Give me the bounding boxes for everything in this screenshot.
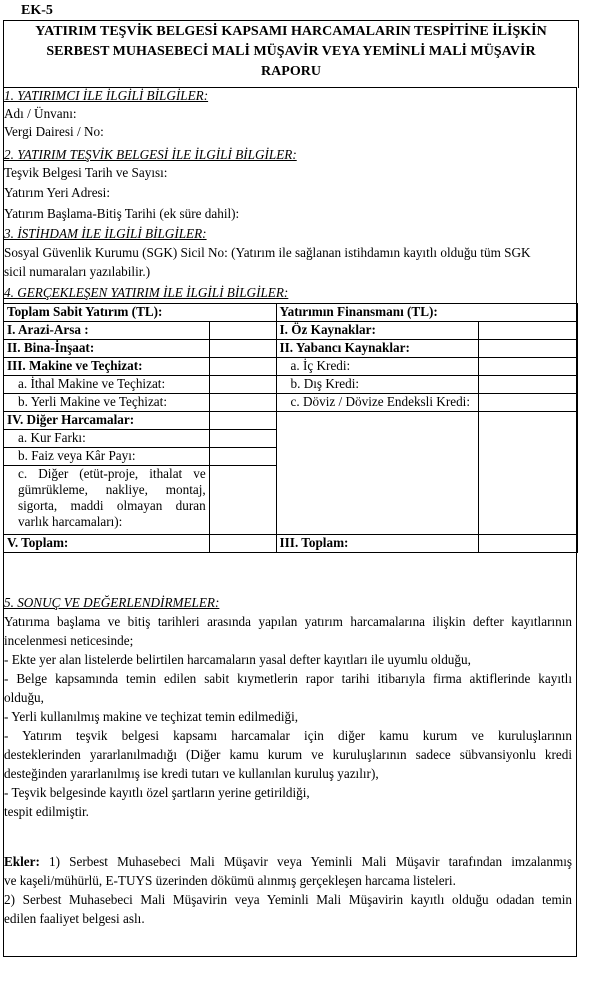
investment-table: [3, 303, 578, 553]
building-label: II. Bina-İnşaat:: [4, 340, 210, 358]
other-expenses-value-cell[interactable]: [209, 412, 276, 430]
domestic-machinery-label: b. Yerli Makine ve Teçhizat:: [4, 394, 210, 412]
investor-name-field: Adı / Ünvanı:: [4, 106, 77, 121]
total-fixed-investment-header: Toplam Sabit Yatırım (TL):: [4, 304, 277, 322]
imported-machinery-label: a. İthal Makine ve Teçhizat:: [4, 376, 210, 394]
conclusion-line: tespit edilmiştir.: [4, 804, 89, 819]
land-label: I. Arazi-Arsa :: [4, 322, 210, 340]
exchange-diff-label: a. Kur Farkı:: [4, 430, 210, 448]
foreign-sources-label: II. Yabancı Kaynaklar:: [276, 340, 479, 358]
conclusion-line: - Yerli kullanılmış makine ve teçhizat temin edilmediği,: [4, 709, 299, 724]
total-v-label: V. Toplam:: [4, 535, 210, 553]
section-3-heading: 3. İSTİHDAM İLE İLGİLİ BİLGİLER:: [4, 226, 207, 241]
equity-value-cell[interactable]: [479, 322, 578, 340]
title-line-1: YATIRIM TEŞVİK BELGESİ KAPSAMI HARCAMALARIN TESPİTİNE İLİŞKİN: [35, 24, 547, 39]
certificate-date-field: Teşvik Belgesi Tarih ve Sayısı:: [4, 165, 168, 180]
attachment-1a: 1) Serbest Muhasebeci Mali Müşavir veya Yeminli Mali Müşavir tarafından imzalanmış: [39, 854, 572, 869]
table-row: [4, 394, 578, 412]
attachment-line: [4, 852, 572, 871]
attachments-label: Ekler:: [4, 854, 40, 869]
sgk-text-line-2: sicil numaraları yazılabilir.): [4, 264, 151, 279]
other-value-cell[interactable]: [209, 466, 276, 535]
fx-credit-value-cell[interactable]: [479, 394, 578, 412]
table-row: [4, 535, 578, 553]
conclusion-line: incelenmesi neticesinde;: [4, 633, 134, 648]
conclusion-line: - Yatırım teşvik belgesi kapsamı harcamalar için diğer kamu kurum ve kuruluşlarının: [4, 728, 572, 743]
attachments-text: [4, 852, 572, 928]
building-value-cell[interactable]: [209, 340, 276, 358]
interest-value-cell[interactable]: [209, 448, 276, 466]
conclusion-line: - Teşvik belgesinde kayıtlı özel şartların yerine getirildiği,: [4, 785, 310, 800]
annex-label: EK-5: [21, 3, 53, 18]
title-box: [3, 20, 579, 88]
domestic-machinery-value-cell[interactable]: [209, 394, 276, 412]
domestic-credit-label: a. İç Kredi:: [276, 358, 479, 376]
machinery-value-cell[interactable]: [209, 358, 276, 376]
fx-credit-label: c. Döviz / Dövize Endeksli Kredi:: [276, 394, 479, 412]
imported-machinery-value-cell[interactable]: [209, 376, 276, 394]
attachment-line: edilen faaliyet belgesi aslı.: [4, 911, 145, 926]
financing-empty-value-cell: [479, 412, 578, 535]
conclusion-line: desteğinden yararlanılmış ise kredi tutarı ve kullanılan kuruluş yazılır),: [4, 766, 379, 781]
conclusion-line: - Belge kapsamında temin edilen sabit kıymetlerin rapor tarihi itibarıyla firma aktiflerinde kayıtlı: [4, 671, 572, 686]
conclusion-line: olduğu,: [4, 690, 44, 705]
financing-header: Yatırımın Finansmanı (TL):: [276, 304, 577, 322]
table-row: [4, 322, 578, 340]
exchange-diff-value-cell[interactable]: [209, 430, 276, 448]
investment-dates-field: Yatırım Başlama-Bitiş Tarihi (ek süre dahil):: [4, 206, 240, 221]
other-line-4: varlık harcamaları):: [18, 514, 123, 529]
other-expenses-label: IV. Diğer Harcamalar:: [4, 412, 210, 430]
conclusion-line: Yatırıma başlama ve bitiş tarihleri arasında yapılan yatırım harcamalarına ilişkin defter kayıtlarının: [4, 614, 572, 629]
other-line-1: c. Diğer (etüt-proje, ithalat ve: [18, 466, 206, 481]
interest-label: b. Faiz veya Kâr Payı:: [4, 448, 210, 466]
foreign-sources-value-cell[interactable]: [479, 340, 578, 358]
sgk-text-line-1: Sosyal Güvenlik Kurumu (SGK) Sicil No: (Yatırım ile sağlanan istihdamın kayıtlı olduğu tüm SGK: [4, 245, 531, 260]
total-iii-label: III. Toplam:: [276, 535, 479, 553]
table-row: [4, 412, 578, 430]
section-5-heading: 5. SONUÇ VE DEĞERLENDİRMELER:: [4, 595, 220, 610]
title-line-3: RAPORU: [261, 64, 321, 79]
foreign-credit-label: b. Dış Kredi:: [276, 376, 479, 394]
conclusion-line: - Ekte yer alan listelerde belirtilen harcamaların yasal defter kayıtları ile uyumlu olduğu,: [4, 652, 471, 667]
conclusion-line: desteklerinden yararlanılmadığı (Diğer kamu kurum ve kuruluşlarının sadece sübvansiyonlu kredi: [4, 747, 572, 762]
foreign-credit-value-cell[interactable]: [479, 376, 578, 394]
investment-address-field: Yatırım Yeri Adresi:: [4, 185, 111, 200]
conclusion-text: [4, 612, 572, 821]
other-line-2: gümrükleme, nakliye, montaj,: [18, 482, 206, 497]
land-value-cell[interactable]: [209, 322, 276, 340]
attachment-line: ve kaşeli/mühürlü, E-TUYS üzerinden dökümü alınmış gerçekleşen harcama listeleri.: [4, 873, 456, 888]
other-label: [4, 466, 210, 535]
domestic-credit-value-cell[interactable]: [479, 358, 578, 376]
table-row: [4, 358, 578, 376]
financing-empty-cell: [276, 412, 479, 535]
tax-office-field: Vergi Dairesi / No:: [4, 124, 104, 139]
title-line-2: SERBEST MUHASEBECİ MALİ MÜŞAVİR VEYA YEMİNLİ MALİ MÜŞAVİR: [46, 44, 536, 59]
table-row: [4, 340, 578, 358]
machinery-label: III. Makine ve Teçhizat:: [4, 358, 210, 376]
equity-label: I. Öz Kaynaklar:: [276, 322, 479, 340]
table-row: [4, 304, 578, 322]
section-2-heading: 2. YATIRIM TEŞVİK BELGESİ İLE İLGİLİ BİLGİLER:: [4, 147, 297, 162]
other-line-3: sigorta, maddi olmayan duran: [18, 498, 206, 513]
attachment-line: 2) Serbest Muhasebeci Mali Müşavirin veya Yeminli Mali Müşavirin kayıtlı olduğu odadan temin: [4, 892, 572, 907]
total-v-value-cell[interactable]: [209, 535, 276, 553]
table-row: [4, 376, 578, 394]
section-4-heading: 4. GERÇEKLEŞEN YATIRIM İLE İLGİLİ BİLGİLER:: [4, 285, 289, 300]
total-iii-value-cell[interactable]: [479, 535, 578, 553]
section-1-heading: 1. YATIRIMCI İLE İLGİLİ BİLGİLER:: [4, 88, 209, 103]
